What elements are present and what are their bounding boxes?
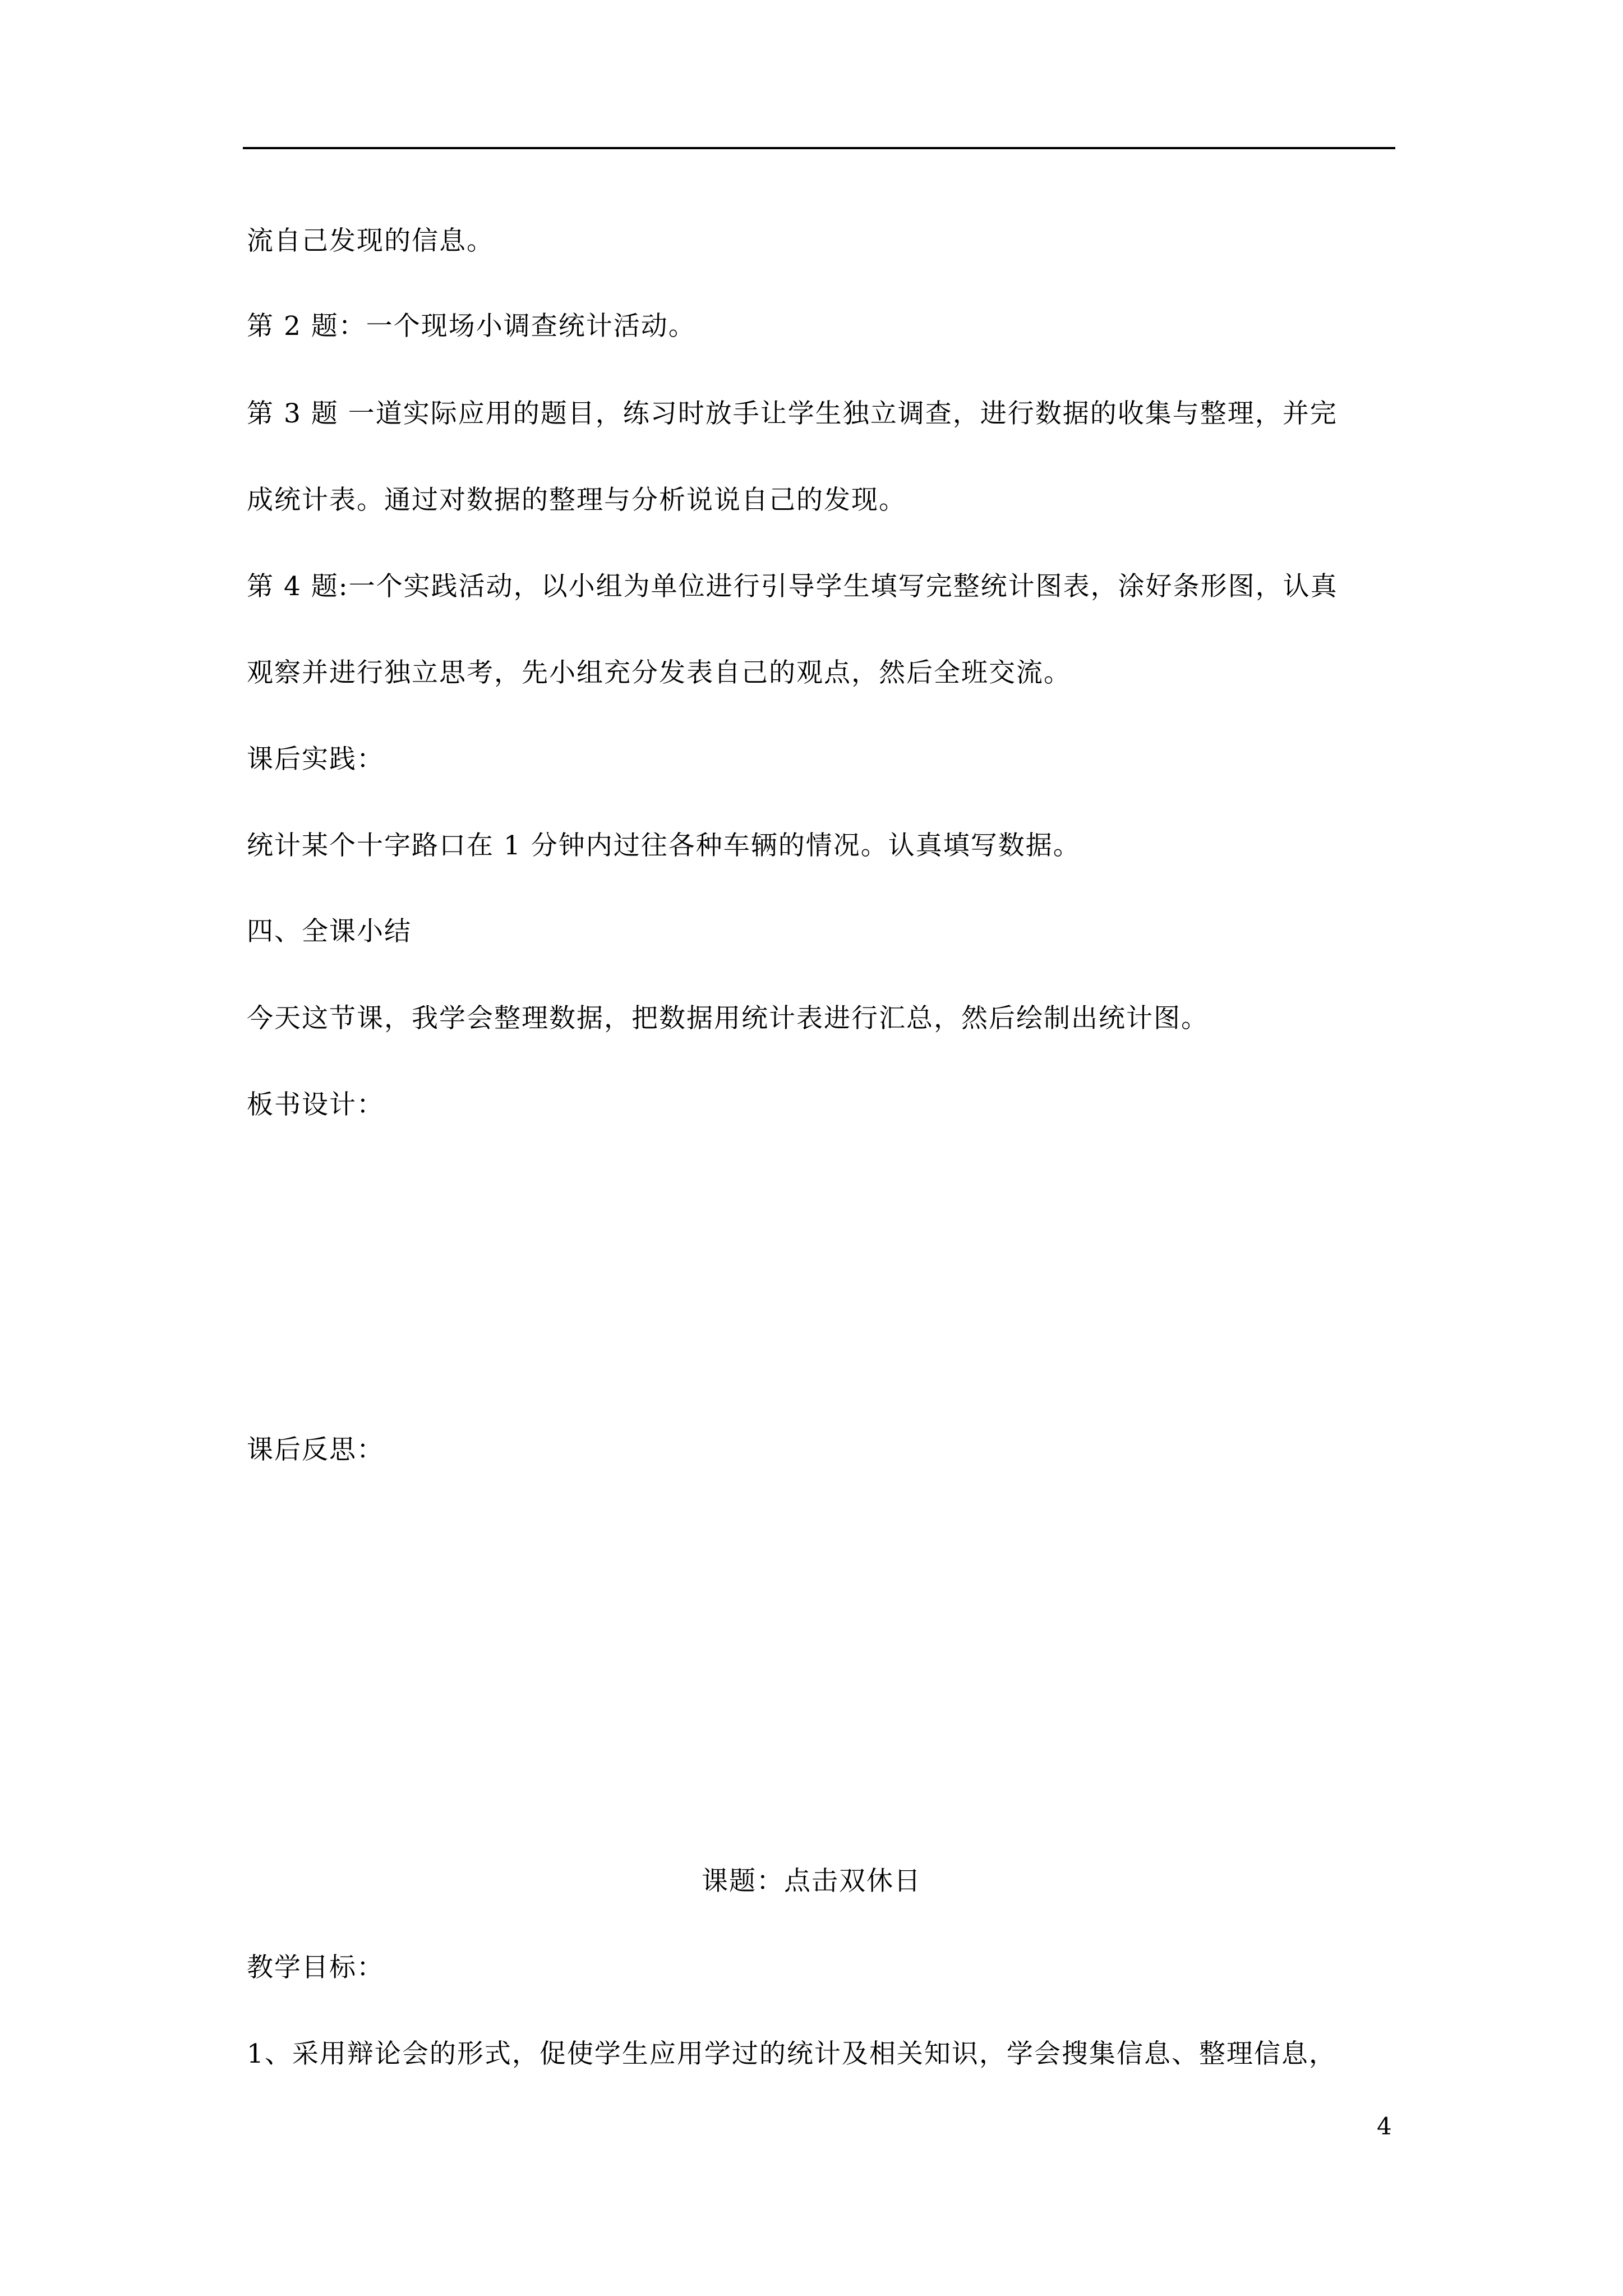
header-rule bbox=[243, 147, 1395, 149]
paragraph-line: 第 2 题：一个现场小调查统计活动。 bbox=[247, 311, 696, 342]
section-heading: 课后实践： bbox=[247, 744, 384, 775]
paragraph-line: 统计某个十字路口在 1 分钟内过往各种车辆的情况。认真填写数据。 bbox=[247, 830, 1081, 861]
paragraph-line: 成统计表。通过对数据的整理与分析说说自己的发现。 bbox=[247, 485, 906, 516]
paragraph-line: 第 3 题 一道实际应用的题目，练习时放手让学生独立调查，进行数据的收集与整理，并完 bbox=[247, 398, 1338, 429]
section-heading: 教学目标： bbox=[247, 1952, 384, 1983]
paragraph-line: 第 4 题:一个实践活动，以小组为单位进行引导学生填写完整统计图表，涂好条形图，认真 bbox=[247, 571, 1338, 602]
page-number: 4 bbox=[1377, 2113, 1392, 2140]
paragraph-line: 流自己发现的信息。 bbox=[247, 226, 494, 256]
paragraph-line: 1、采用辩论会的形式，促使学生应用学过的统计及相关知识，学会搜集信息、整理信息， bbox=[247, 2039, 1336, 2069]
section-heading: 课后反思： bbox=[247, 1434, 384, 1465]
section-heading: 板书设计： bbox=[247, 1089, 384, 1120]
lesson-title: 课题：点击双休日 bbox=[702, 1866, 921, 1897]
section-heading: 四、全课小结 bbox=[247, 916, 412, 947]
paragraph-line: 观察并进行独立思考，先小组充分发表自己的观点，然后全班交流。 bbox=[247, 657, 1071, 688]
paragraph-line: 今天这节课，我学会整理数据，把数据用统计表进行汇总，然后绘制出统计图。 bbox=[247, 1003, 1209, 1034]
